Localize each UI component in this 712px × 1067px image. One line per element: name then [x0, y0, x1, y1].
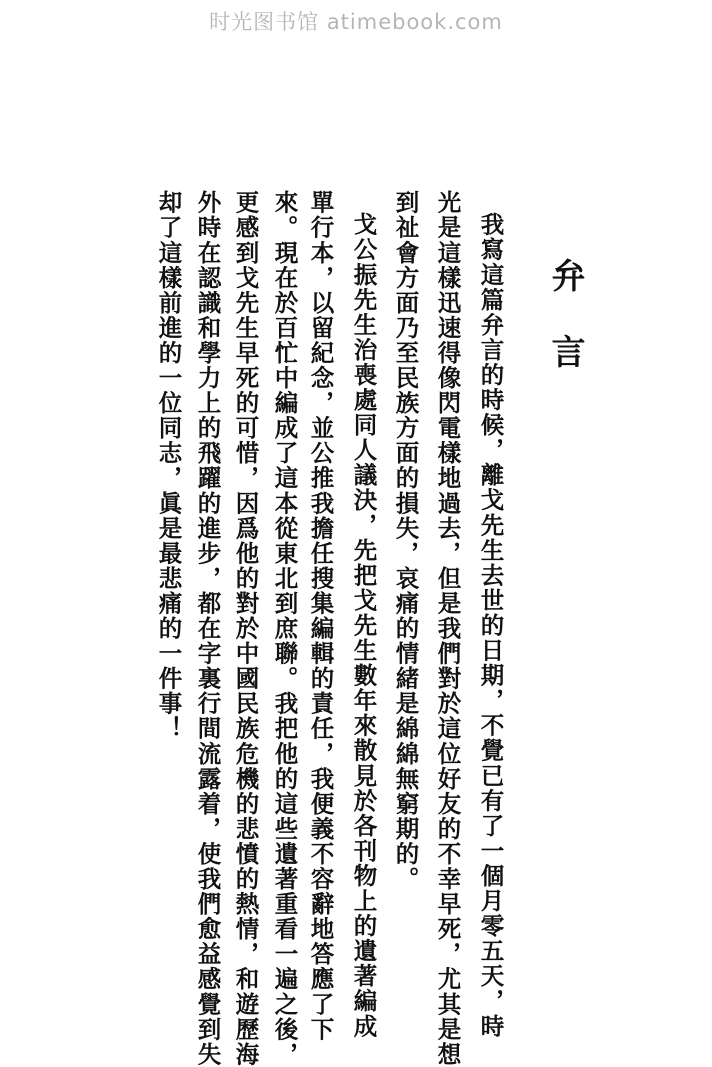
text-column-9: 却了這樣前進的一位同志，眞是最悲痛的一件事！: [154, 190, 183, 742]
title-block: [545, 258, 588, 410]
page-title: 弁言: [545, 258, 585, 410]
text-column-3: 到祉會方面乃至民族方面的損失，哀痛的情緒是綿綿無窮期的。: [391, 190, 420, 892]
text-column-8: 外時在認識和學力上的飛躍的進步，都在字裏行間流露着，使我們愈益感覺到失: [193, 190, 222, 1067]
text-column-7: 更感到戈先生早死的可惜，因爲他的對於中國民族危機的悲憤的熱情，和遊歷海: [231, 190, 260, 1067]
watermark: 时光图书馆 atimebook.com: [209, 10, 503, 34]
text-column-5: 單行本，以留紀念，並公推我擔任搜集編輯的責任，我便義不容辭地答應了下: [306, 190, 335, 1042]
text-column-2: 光是這樣迅速得像閃電樣地過去，但是我們對於這位好友的不幸早死，尤其是想: [433, 190, 462, 1067]
text-column-1: 我寫這篇弁言的時候，離戈先生去世的日期，不覺已有了一個月零五天，時: [476, 212, 505, 1039]
text-column-4: 戈公振先生治喪處同人議決，先把戈先生數年來散見於各刊物上的遺著編成: [349, 212, 378, 1039]
text-column-6: 來。現在於百忙中編成了這本從東北到庶聯。我把他的這些遺著重看一遍之後，: [270, 190, 299, 1067]
